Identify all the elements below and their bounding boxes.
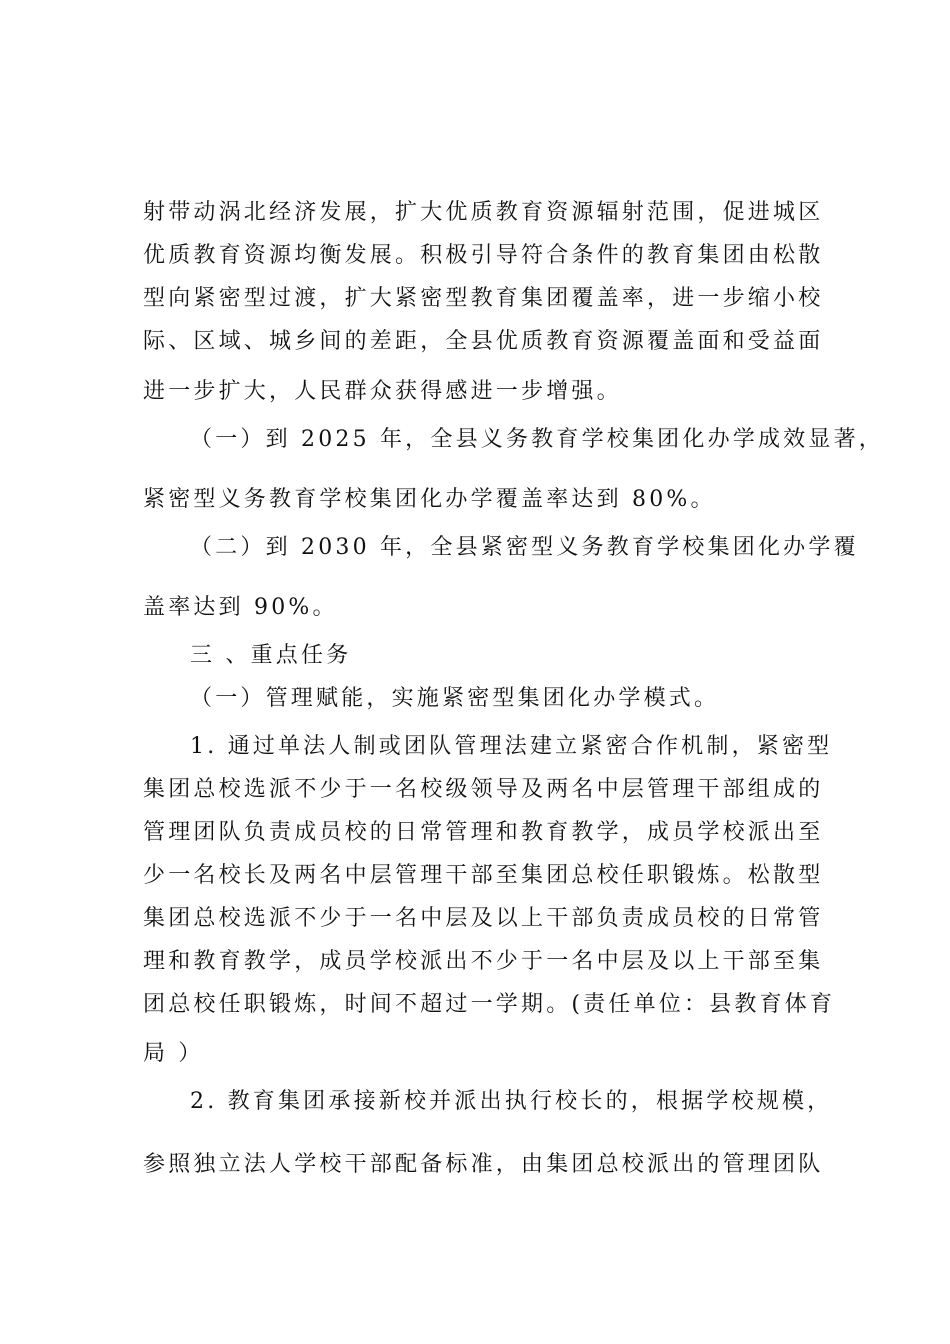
numbered-item-1: 1. 通过单法人制或团队管理法建立紧密合作机制，紧密型 [190, 734, 833, 759]
body-text-line: 型向紧密型过渡，扩大紧密型教育集团覆盖率，进一步缩小校 [143, 286, 824, 311]
subsection-heading: （一）管理赋能，实施紧密型集团化办学模式。 [190, 686, 720, 711]
body-text-line: 集团总校选派不少于一名中层及以上干部负责成员校的日常管 [143, 906, 824, 931]
body-text-line: 局 ） [143, 1041, 204, 1066]
body-text-line: 少一名校长及两名中层管理干部至集团总校任职锻炼。松散型 [143, 863, 824, 888]
body-text-line: 盖率达到 90%。 [143, 595, 338, 620]
body-text-line: 集团总校选派不少于一名校级领导及两名中层管理干部组成的 [143, 777, 824, 802]
body-text-line: 理和教育教学，成员学校派出不少于一名中层及以上干部至集 [143, 949, 824, 974]
body-text-line: 团总校任职锻炼，时间不超过一学期。(责任单位：县教育体育 [143, 992, 836, 1017]
goal-item-2030: （二）到 2030 年，全县紧密型义务教育学校集团化办学覆 [190, 535, 859, 560]
body-text-line: 参照独立法人学校干部配备标准，由集团总校派出的管理团队 [143, 1152, 824, 1177]
body-text-line: 管理团队负责成员校的日常管理和教育教学，成员学校派出至 [143, 820, 824, 845]
body-text-line: 优质教育资源均衡发展。积极引导符合条件的教育集团由松散 [143, 243, 824, 268]
body-text-line: 射带动涡北经济发展，扩大优质教育资源辐射范围，促进城区 [143, 200, 824, 225]
goal-item-2025: （一）到 2025 年，全县义务教育学校集团化办学成效显著， [190, 427, 884, 452]
body-text-line: 际、区域、城乡间的差距，全县优质教育资源覆盖面和受益面 [143, 329, 824, 354]
section-heading: 三 、重点任务 [190, 643, 352, 668]
body-text-line: 进一步扩大，人民群众获得感进一步增强。 [143, 379, 622, 404]
numbered-item-2: 2. 教育集团承接新校并派出执行校长的，根据学校规模， [190, 1089, 833, 1114]
body-text-line: 紧密型义务教育学校集团化办学覆盖率达到 80%。 [143, 487, 716, 512]
